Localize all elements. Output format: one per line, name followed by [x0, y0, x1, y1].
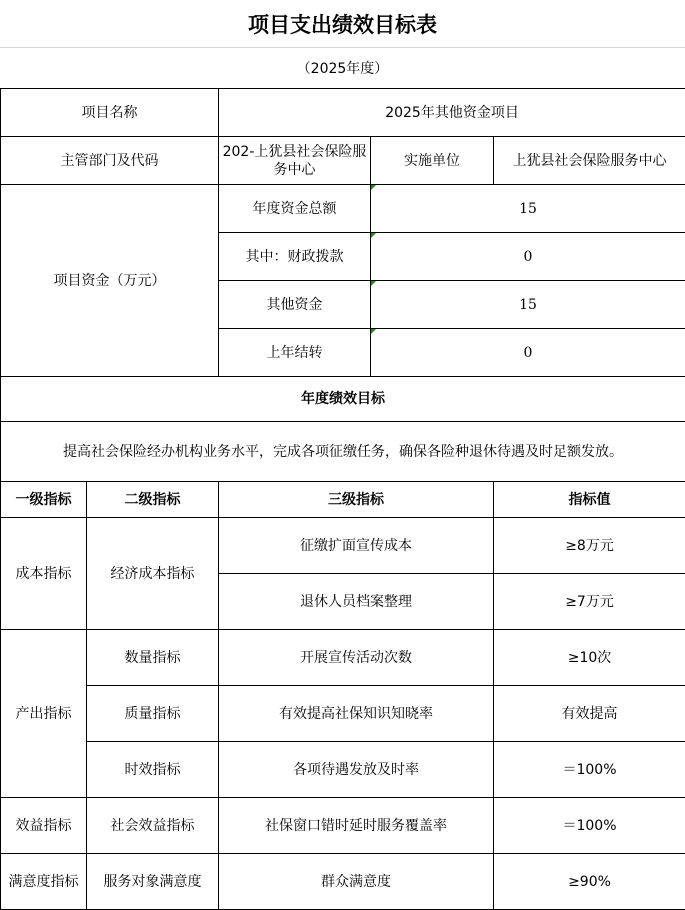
indicator-level1: 产出指标 — [1, 630, 87, 798]
table-row — [1, 798, 685, 854]
indicator-level1: 成本指标 — [1, 518, 87, 630]
indicator-level1: 满意度指标 — [1, 854, 87, 910]
project-name-label: 项目名称 — [1, 89, 219, 137]
indicator-level3: 开展宣传活动次数 — [219, 630, 494, 686]
header-level3: 三级指标 — [219, 482, 494, 518]
funds-row-value: 15 — [371, 185, 685, 233]
indicator-level2: 时效指标 — [87, 742, 219, 798]
table-row — [1, 854, 685, 910]
funds-row-value: 0 — [371, 233, 685, 281]
implementing-unit-value: 上犹县社会保险服务中心 — [494, 137, 685, 185]
table-row — [1, 686, 685, 742]
indicator-level3: 退休人员档案整理 — [219, 574, 494, 630]
department-value: 202-上犹县社会保险服务中心 — [219, 137, 371, 185]
indicator-level3: 各项待遇发放及时率 — [219, 742, 494, 798]
indicator-value: ≥8万元 — [494, 518, 685, 574]
indicator-level3: 征缴扩面宣传成本 — [219, 518, 494, 574]
indicator-value: ＝100% — [494, 798, 685, 854]
funds-row-label: 其中：财政拨款 — [219, 233, 371, 281]
indicator-level3: 群众满意度 — [219, 854, 494, 910]
funds-row-label: 上年结转 — [219, 329, 371, 377]
implementing-unit-label: 实施单位 — [371, 137, 494, 185]
table-row — [1, 742, 685, 798]
header-level2: 二级指标 — [87, 482, 219, 518]
project-name-value: 2025年其他资金项目 — [219, 89, 685, 137]
indicator-value: 有效提高 — [494, 686, 685, 742]
indicator-level1: 效益指标 — [1, 798, 87, 854]
goal-text: 提高社会保险经办机构业务水平，完成各项征缴任务，确保各险种退休待遇及时足额发放。 — [1, 422, 685, 482]
funds-row-value: 0 — [371, 329, 685, 377]
indicator-level2: 服务对象满意度 — [87, 854, 219, 910]
funds-row-label: 其他资金 — [219, 281, 371, 329]
indicator-level3: 有效提高社保知识知晓率 — [219, 686, 494, 742]
funds-row-value: 15 — [371, 281, 685, 329]
year-note: （2025年度） — [0, 48, 685, 88]
goal-heading: 年度绩效目标 — [1, 377, 685, 422]
goal-heading-row — [1, 377, 685, 422]
funds-row-label: 年度资金总额 — [219, 185, 371, 233]
page-title: 项目支出绩效目标表 — [0, 0, 685, 48]
indicator-level2: 质量指标 — [87, 686, 219, 742]
indicator-level2: 数量指标 — [87, 630, 219, 686]
department-label: 主管部门及代码 — [1, 137, 219, 185]
table-row — [1, 630, 685, 686]
funds-label: 项目资金（万元） — [1, 185, 219, 377]
department-row — [1, 137, 685, 185]
indicator-level3: 社保窗口错时延时服务覆盖率 — [219, 798, 494, 854]
indicator-header-row — [1, 482, 685, 518]
project-name-row — [1, 89, 685, 137]
table-row — [1, 518, 685, 574]
header-value: 指标值 — [494, 482, 685, 518]
indicator-value: ＝100% — [494, 742, 685, 798]
header-level1: 一级指标 — [1, 482, 87, 518]
indicator-value: ≥90% — [494, 854, 685, 910]
indicator-value: ≥10次 — [494, 630, 685, 686]
funds-row — [1, 185, 685, 233]
goal-text-row — [1, 422, 685, 482]
performance-table — [0, 88, 685, 910]
indicator-value: ≥7万元 — [494, 574, 685, 630]
indicator-level2: 社会效益指标 — [87, 798, 219, 854]
indicator-level2: 经济成本指标 — [87, 518, 219, 630]
